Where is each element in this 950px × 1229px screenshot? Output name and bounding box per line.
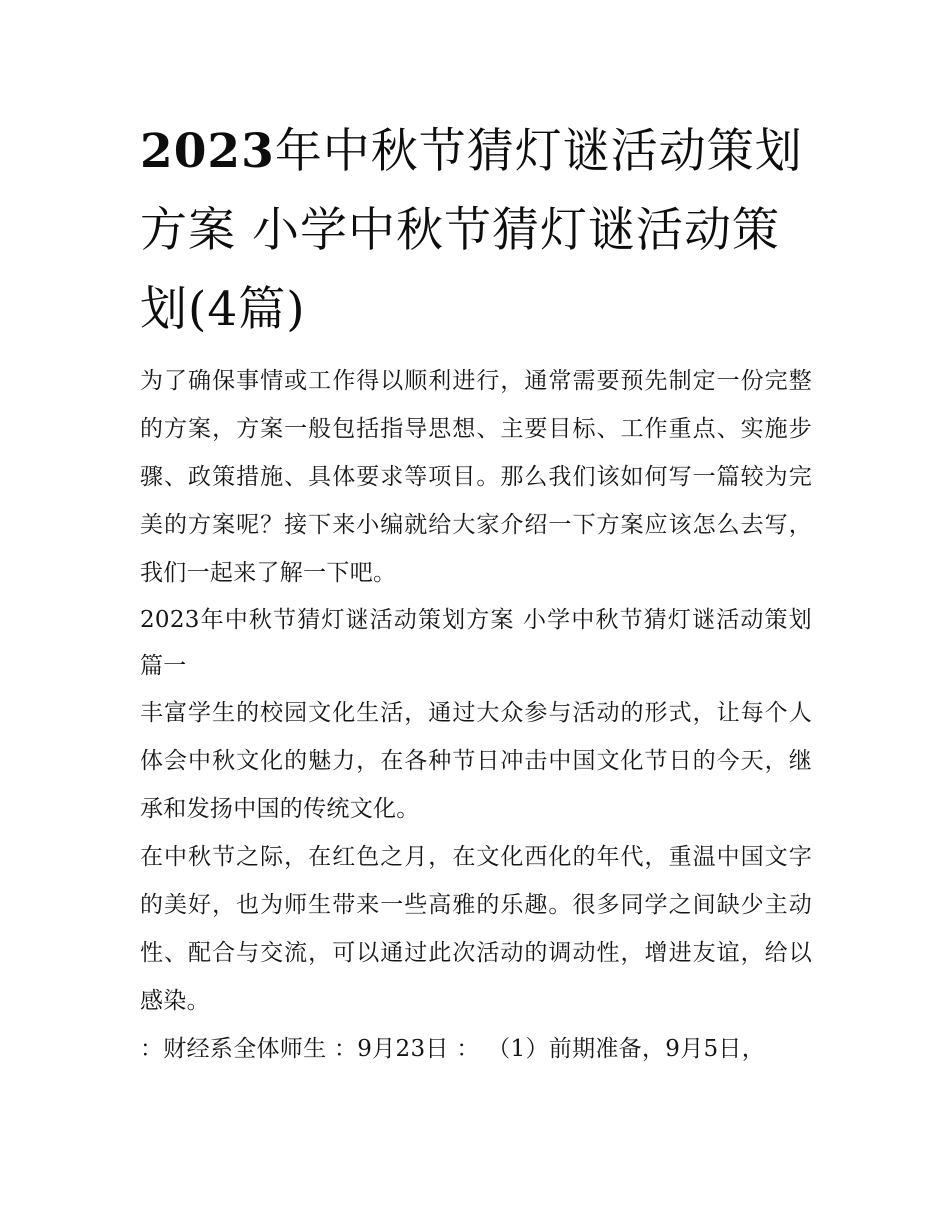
section-heading: 2023年中秋节猜灯谜活动策划方案 小学中秋节猜灯谜活动策划篇一 <box>140 607 812 679</box>
body-paragraph-background: 在中秋节之际，在红色之月，在文化西化的年代，重温中国文字的美好，也为师生带来一些高雅的乐趣。很多同学之间缺少主动性、配合与交流，可以通过此次活动的调动性，增进友谊，给以感染。 <box>140 844 812 1014</box>
document-body <box>140 112 812 1073</box>
title-year: 2023 <box>140 124 275 179</box>
body-paragraph-purpose: 丰富学生的校园文化生活，通过大众参与活动的形式，让每个人体会中秋文化的魅力，在各种节日冲击中国文化节日的今天，继承和发扬中国的传统文化。 <box>140 700 812 822</box>
document-title <box>140 112 812 349</box>
intro-paragraph: 为了确保事情或工作得以顺利进行，通常需要预先制定一份完整的方案，方案一般包括指导思想、主要目标、工作重点、实施步骤、政策措施、具体要求等项目。那么我们该如何写一篇较为完美的方案呢？接下来小编就给大家介绍一下方案应该怎么去写，我们一起来了解一下吧。 <box>140 368 812 586</box>
body-paragraph-details: ：财经系全体师生 ：9月23日 ： （1）前期准备，9月5日， <box>140 1036 766 1062</box>
title-text: 年中秋节猜灯谜活动策划方案 小学中秋节猜灯谜活动策划(4篇) <box>140 124 803 337</box>
